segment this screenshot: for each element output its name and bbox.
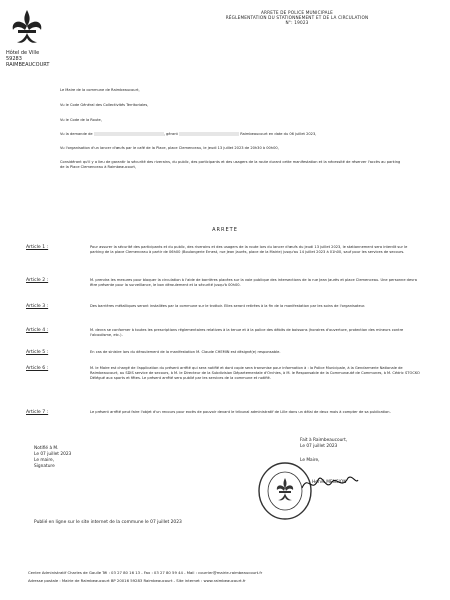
- article-6-label: Article 6 :: [26, 366, 49, 371]
- signed-block: Fait à Raimbeaucourt, Le 07 juillet 2023 Le Maire, Hervé MENSION: [300, 438, 348, 485]
- article-2-text: M. prendra les mesures pour bloquer la circulation à l'aide de barrières placées sur la voie publique des intersections de la rue Jean Jaurès et place Clemenceau. Une personne devra être présente pour la surveillance, le bon déroulement et la sécurité jusqu'à 00h00.: [90, 278, 417, 287]
- preamble-1: Le Maire de la commune de Raimbeaucourt,: [60, 88, 140, 92]
- notified-block: Notifié à M. Le 07 juillet 2023 Le maire, Signature: [34, 446, 72, 469]
- article-1-label: Article 1 :: [26, 245, 49, 250]
- document-header: [222, 10, 372, 26]
- handwritten-signature: [300, 470, 360, 496]
- article-2-label: Article 2 :: [26, 278, 49, 283]
- article-5-text: En cas de sinistre lors du déroulement de la manifestation M. Claude CHEMIN est désigné(e) responsable.: [90, 350, 281, 354]
- article-4-label: Article 4 :: [26, 328, 49, 333]
- preamble-3: Vu le Code de la Route,: [60, 118, 102, 122]
- header-line-1: ARRETE DE POLICE MUNICIPALE: [260, 10, 334, 15]
- redacted-name: [94, 132, 164, 136]
- town-hall-label: Hôtel de Ville 59283 RAIMBEAUCOURT: [6, 50, 50, 68]
- article-4-text: M. devra se conformer à toutes les prescriptions réglementaires relatives à la tenue et à la police des débits de boissons (horaires d'ouverture, protection des mineurs contre l'alcoolisme, etc.).: [90, 328, 404, 337]
- arrete-title: ARRETE: [212, 227, 238, 233]
- footer-contact: Centre Administratif Charles de Gaulle Tél : 03 27 80 16 13 - Fax : 03 27 80 59 44 - Mail : courrier@mairie-raimbeaucourt.fr: [28, 570, 263, 575]
- preamble-5: Vu l'organisation d'un lancer d'œufs par le café de la Place, place Clemenceau, le jeudi 13 juillet 2023 de 20h30 à 00h00,: [60, 146, 279, 150]
- fleur-de-lis-logo: [5, 6, 49, 50]
- article-5-label: Article 5 :: [26, 350, 49, 355]
- article-6-text: M. le Maire est chargé de l'application du présent arrêté qui sera notifié et dont copie sera transmise pour information à : la Police Municipale, à la Gendarmerie Nationale de Raimbeaucourt, au SDIS service de secours, à M. le Directeur de la Subdivision Départementale d'Orchies, à M. le Responsable de la Communauté de Communes, à M. Cédric STOCKO Délégué aux sports et fêtes. Le présent arrêté sera publié par les services de la commune et notifié.: [90, 366, 420, 380]
- preamble-2: Vu le Code Général des Collectivités Territoriales,: [60, 103, 149, 107]
- article-7-text: Le présent arrêté peut faire l'objet d'un recours pour excès de pouvoir devant le tribunal administratif de Lille dans un délai de deux mois à compter de sa publication.: [90, 410, 391, 414]
- preamble-6: Considérant qu'il y a lieu de garantir la sécurité des riverains, du public, des participants et des usagers de la route durant cette manifestation et la nécessité de réserver l'accès au parking de la Place Clemenceau à Raimbeaucourt,: [60, 160, 401, 169]
- header-line-2: RÉGLEMENTATION DU STATIONNEMENT ET DE LA CIRCULATION: [225, 15, 369, 21]
- publication-note: Publié en ligne sur le site internet de la commune le 07 juillet 2023: [34, 520, 182, 525]
- article-7-label: Article 7 :: [26, 410, 49, 415]
- article-3-label: Article 3 :: [26, 304, 49, 309]
- article-1-text: Pour assurer la sécurité des participants et du public, des riverains et des usagers de la route lors du lancer d'œufs du jeudi 13 juillet 2023, le stationnement sera interdit sur le parking de la place Clemenceau à partir de 06h00 (Boulangerie Ernest, rue Jean Jaurès, place de la Mairie) jusqu'au 14 juillet 2023 à 01h00, sauf pour les services de secours.: [90, 245, 408, 254]
- redacted-business: [179, 132, 239, 136]
- preamble-4: Vu la demande de , gérant Raimbeaucourt en date du 06 juillet 2023,: [60, 132, 317, 136]
- article-3-text: Des barrières métalliques seront installées par la commune sur le trottoir. Elles seront retirées à la fin de la manifestation par les soins de l'organisateur.: [90, 304, 366, 308]
- header-line-3: N°: 19023: [285, 20, 309, 26]
- footer-address: Adresse postale : Mairie de Raimbeaucourt BP 20016 59283 Raimbeaucourt - Site internet : www.raimbeaucourt.fr: [28, 578, 246, 583]
